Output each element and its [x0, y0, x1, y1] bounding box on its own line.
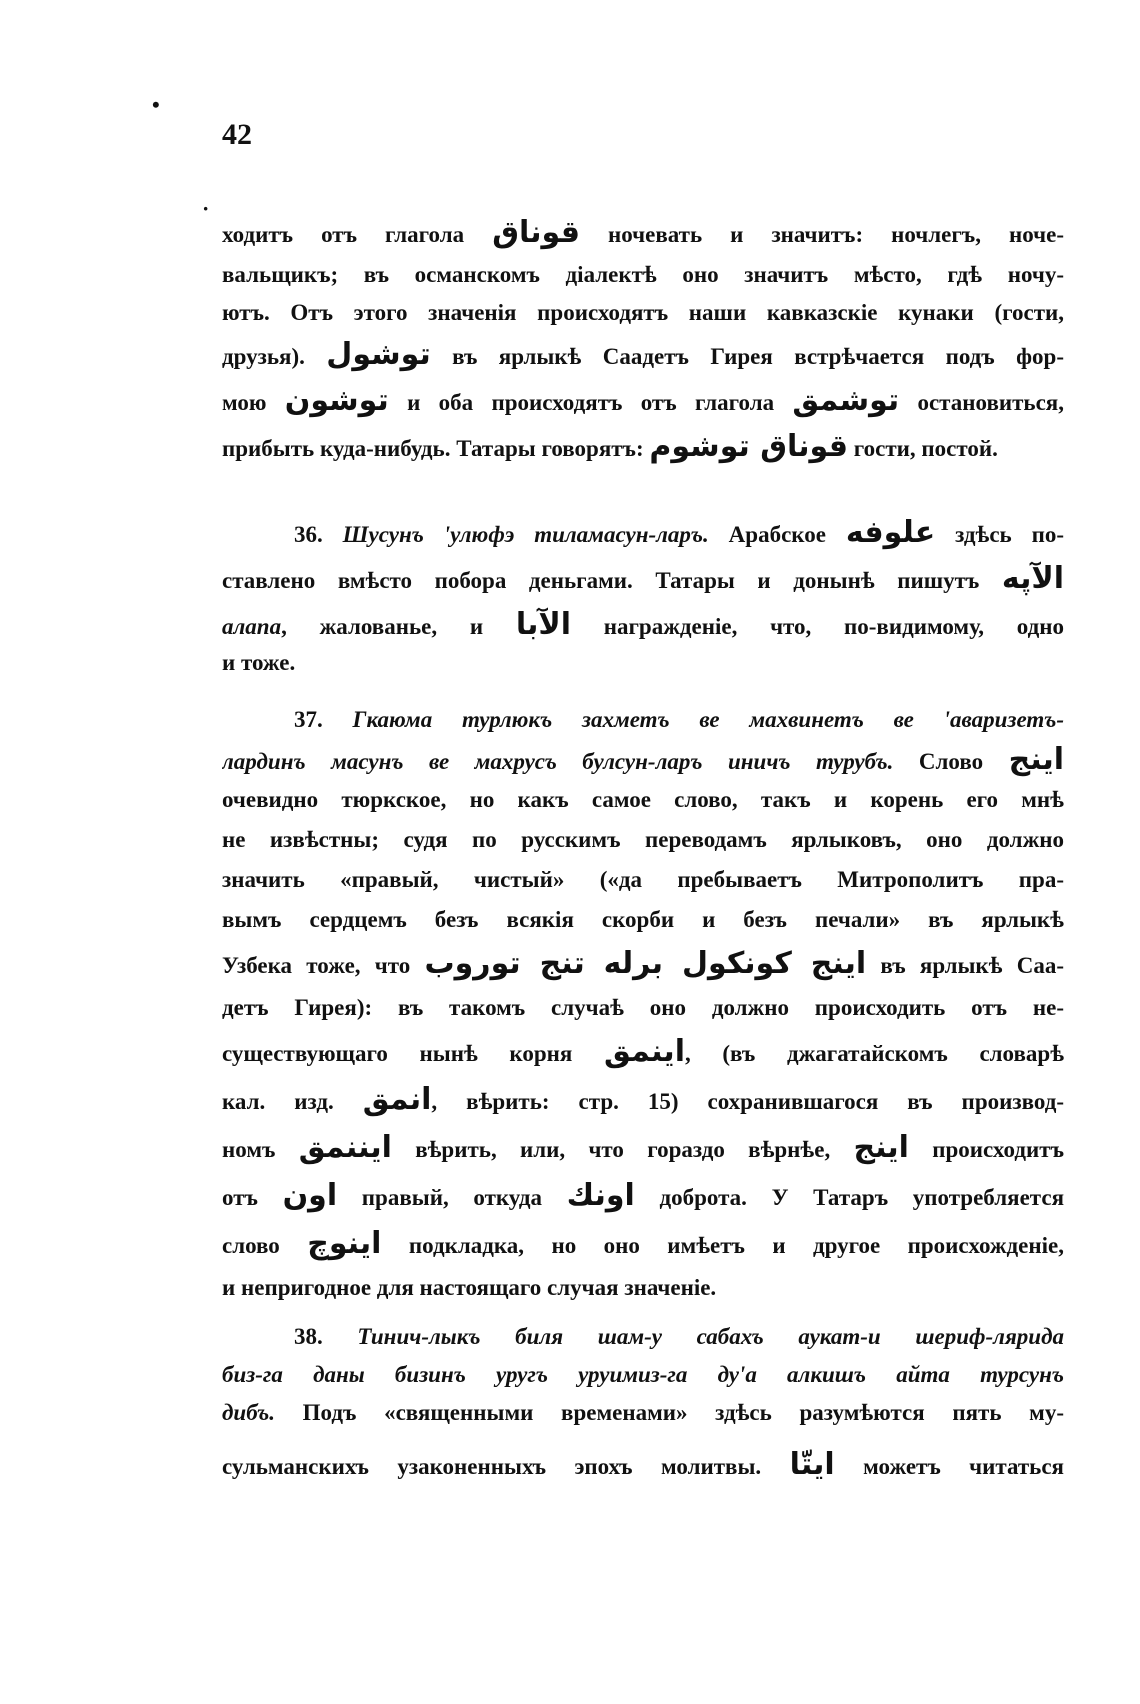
paragraph-kunak [222, 210, 1064, 470]
arabic-word: علوفه [845, 515, 936, 550]
margin-dot: • [152, 92, 160, 117]
text-line: детъ Гирея): въ такомъ случаѣ оно должно происходить отъ не- [222, 995, 1064, 1020]
quoted-phrase: Тинич-лыкъ биля шам-у сабахъ аукат-и шериф-лярида [357, 1324, 1064, 1349]
page-number: 42 [222, 118, 252, 151]
margin-dot: · [202, 196, 210, 221]
arabic-word: اون [282, 1178, 338, 1213]
quoted-phrase: Гкаюма турлюкъ захметъ ве махвинетъ ве 'аваризетъ- [352, 707, 1064, 732]
text-line: и тоже. [222, 650, 296, 675]
arabic-word: اينوچ [307, 1226, 382, 1261]
text-line: Узбека тоже, что اينج كونكول برله تنج توروب въ ярлыкѣ Саа- [222, 946, 1064, 981]
arabic-word: قوناق توشوم [649, 429, 849, 464]
text-line: 37. Гкаюма турлюкъ захметъ ве махвинетъ ве 'аваризетъ- [294, 707, 1064, 732]
quoted-phrase: Шусунъ 'улюфэ тиламасун-ларъ. [342, 522, 709, 547]
text-line: вымъ сердцемъ безъ всякія скорби и безъ печали» въ ярлыкѣ [222, 907, 1064, 932]
text-line: отъ اون правый, откуда اونك доброта. У Татаръ употребляется [222, 1178, 1064, 1213]
arabic-word: ايتّا [789, 1447, 835, 1482]
quoted-phrase: лардинъ масунъ ве махрусъ булсун-ларъ иничъ турубъ. [222, 749, 894, 774]
arabic-word: اينمق [604, 1034, 685, 1069]
text-line: ходитъ отъ глагола قوناق ночевать и значитъ: ночлегъ, ноче- [222, 215, 1064, 250]
arabic-word: اونك [566, 1178, 635, 1213]
arabic-word: توشمق [792, 383, 900, 418]
paragraph-38 [222, 1318, 1064, 1492]
arabic-word: اينج [853, 1130, 909, 1165]
text-line: друзья). توشول въ ярлыкѣ Саадетъ Гирея встрѣчается подъ фор- [222, 337, 1064, 372]
paragraph-37 [222, 700, 1064, 1308]
arabic-word: الآبا [515, 607, 571, 642]
text-line: ютъ. Отъ этого значенія происходятъ наши кавказскіе кунаки (гости, [222, 300, 1064, 325]
text-line: кал. изд. انمق, вѣрить: стр. 15) сохранившагося въ производ- [222, 1082, 1064, 1117]
text-line: алапа, жалованье, и الآبا награжденіе, что, по-видимому, одно [222, 607, 1064, 642]
paragraph-36 [222, 510, 1064, 678]
text-line: не извѣстны; судя по русскимъ переводамъ ярлыковъ, оно должно [222, 827, 1064, 852]
arabic-word: الآپه [1001, 561, 1064, 596]
text-line: 38. Тинич-лыкъ биля шам-у сабахъ аукат-и шериф-лярида [294, 1324, 1064, 1349]
text-line: существующаго нынѣ корня اينمق, (въ джагатайскомъ словарѣ [222, 1034, 1064, 1069]
arabic-word: توشول [326, 337, 431, 372]
text-line: лардинъ масунъ ве махрусъ булсун-ларъ иничъ турубъ. Слово اينج [222, 742, 1064, 777]
text-line: сульманскихъ узаконенныхъ эпохъ молитвы. ايتّا можетъ читаться [222, 1447, 1064, 1482]
text-line: биз-га даны бизинъ уругъ уруимиз-га ду'а алкишъ айта турсунъ [222, 1362, 1064, 1387]
arabic-word: قوناق [492, 215, 580, 250]
text-line: значить «правый, чистый» («да пребываетъ Митрополитъ пра- [222, 867, 1064, 892]
arabic-phrase: اينج كونكول برله تنج توروب [424, 946, 867, 981]
text-line: мою توشون и оба происходятъ отъ глагола توشمق остановиться, [222, 383, 1064, 418]
arabic-word: توشون [284, 383, 389, 418]
text-line: вальщикъ; въ османскомъ діалектѣ оно значитъ мѣсто, гдѣ ночу- [222, 262, 1064, 287]
arabic-word: اينج [1008, 742, 1064, 777]
text-line: ставлено вмѣсто побора деньгами. Татары и донынѣ пишутъ الآپه [222, 561, 1064, 596]
text-line: слово اينوچ подкладка, но оно имѣетъ и другое происхожденіе, [222, 1226, 1064, 1261]
text-line: номъ ايننمق вѣрить, или, что гораздо вѣрнѣе, اينج происходитъ [222, 1130, 1064, 1165]
text-line: прибыть куда-нибудь. Татары говорятъ: قوناق توشوم гости, постой. [222, 429, 998, 464]
arabic-word: انمق [362, 1082, 432, 1117]
text-line: дибъ. Подъ «священными временами» здѣсь разумѣются пять му- [222, 1400, 1064, 1425]
text-line: и непригодное для настоящаго случая значеніе. [222, 1275, 717, 1300]
text-line: очевидно тюркское, но какъ самое слово, такъ и корень его мнѣ [222, 787, 1064, 812]
text-line: 36. Шусунъ 'улюфэ тиламасун-ларъ. Арабское علوفه здѣсь по- [294, 515, 1064, 550]
arabic-word: ايننمق [298, 1130, 392, 1165]
